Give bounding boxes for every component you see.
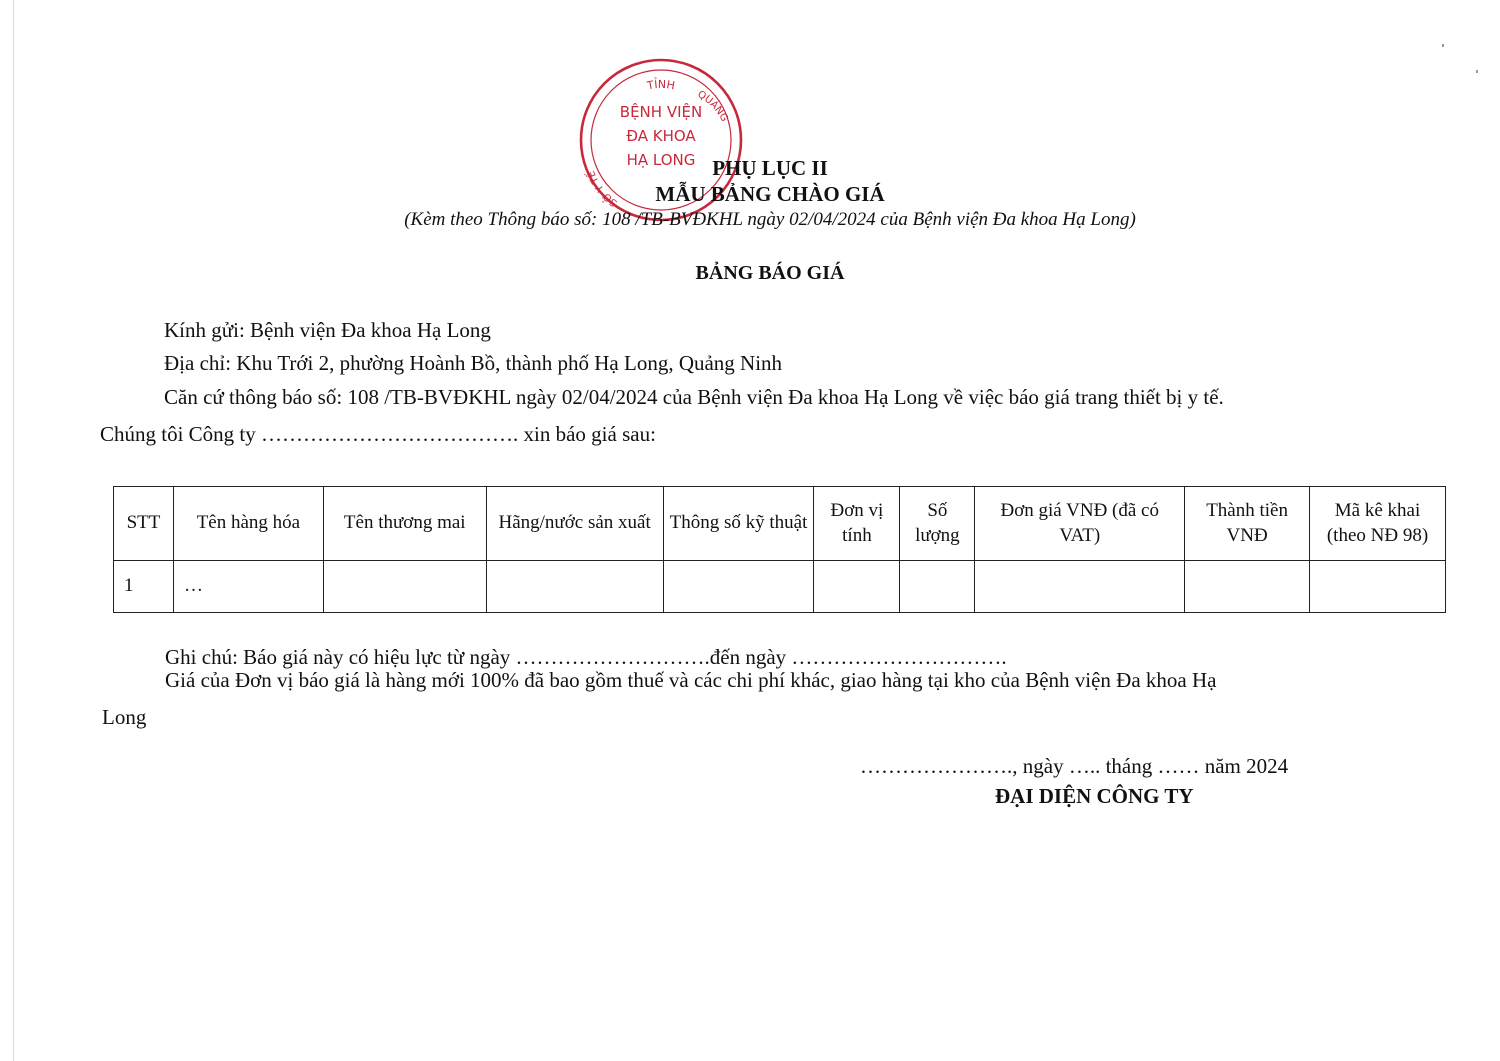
price-note-line-1: Giá của Đơn vị báo giá là hàng mới 100% đã bao gồm thuế và các chi phí khác, giao hàng tại kho của Bệnh viện Đa khoa Hạ [165, 668, 1217, 692]
table-cell [975, 561, 1185, 613]
column-header: Tên thương mai [323, 487, 486, 561]
table-cell [323, 561, 486, 613]
column-header: Số lượng [900, 487, 975, 561]
column-header: Tên hàng hóa [173, 487, 323, 561]
recipient-line: Kính gửi: Bệnh viện Đa khoa Hạ Long [164, 318, 491, 342]
column-header: STT [114, 487, 174, 561]
table-cell: 1 [114, 561, 174, 613]
validity-note: Ghi chú: Báo giá này có hiệu lực từ ngày ……………………….đến ngày …………………………. [165, 645, 1007, 669]
form-title: MẪU BẢNG CHÀO GIÁ [655, 182, 885, 206]
stamp-right-text: QUẢNG [695, 88, 730, 124]
stamp-left-text: SỞ Y TẾ [586, 169, 620, 209]
column-header: Mã kê khai (theo NĐ 98) [1310, 487, 1446, 561]
stamp-line-3: HẠ LONG [626, 151, 696, 169]
table-cell: … [173, 561, 323, 613]
table-cell [1185, 561, 1310, 613]
price-note-line-2: Long [102, 705, 147, 729]
signature-date: …………………., ngày ….. tháng …… năm 2024 [860, 754, 1289, 778]
appendix-heading: PHỤ LỤC II [712, 156, 828, 180]
quotation-table [113, 486, 1446, 613]
document-title: BẢNG BÁO GIÁ [695, 262, 845, 284]
stamp-line-2: ĐA KHOA [626, 127, 696, 145]
stamp-top-text: TỈNH [645, 77, 676, 93]
table-row [114, 561, 1446, 613]
signature-title: ĐẠI DIỆN CÔNG TY [995, 784, 1194, 808]
table-cell [814, 561, 900, 613]
column-header: Đơn vị tính [814, 487, 900, 561]
table-cell [1310, 561, 1446, 613]
column-header: Thành tiền VNĐ [1185, 487, 1310, 561]
scan-speck [1476, 70, 1478, 73]
basis-line: Căn cứ thông báo số: 108 /TB-BVĐKHL ngày 02/04/2024 của Bệnh viện Đa khoa Hạ Long về việc báo giá trang thiết bị y tế. [164, 385, 1224, 409]
column-header: Đơn giá VNĐ (đã có VAT) [975, 487, 1185, 561]
table-cell [900, 561, 975, 613]
stamp-line-1: BỆNH VIỆN [619, 103, 703, 121]
table-cell [486, 561, 663, 613]
table-cell [663, 561, 814, 613]
address-line: Địa chỉ: Khu Trới 2, phường Hoành Bồ, thành phố Hạ Long, Quảng Ninh [164, 351, 783, 375]
column-header: Thông số kỹ thuật [663, 487, 814, 561]
company-line: Chúng tôi Công ty ………………………………. xin báo giá sau: [100, 422, 656, 446]
attached-note: (Kèm theo Thông báo số: 108 /TB-BVĐKHL ngày 02/04/2024 của Bệnh viện Đa khoa Hạ Long) [404, 209, 1136, 230]
table-header-row [114, 487, 1446, 561]
column-header: Hãng/nước sản xuất [486, 487, 663, 561]
scan-speck [1442, 44, 1444, 47]
